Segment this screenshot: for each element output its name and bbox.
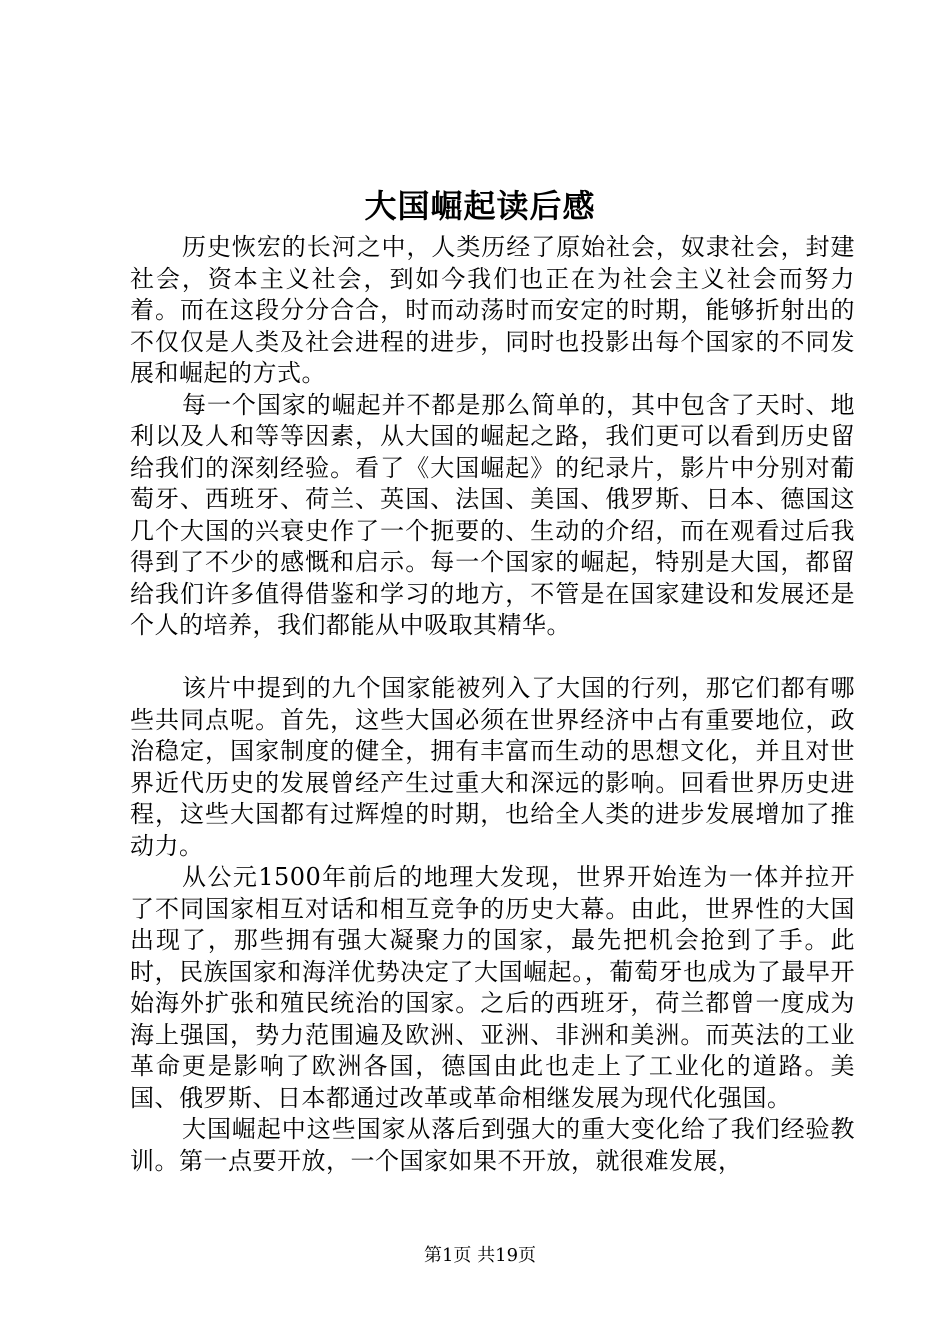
- paragraph-5: 大国崛起中这些国家从落后到强大的重大变化给了我们经验教训。第一点要开放，一个国家如果不开放，就很难发展，: [130, 1115, 855, 1175]
- document-body: [130, 232, 855, 1177]
- paragraph-1: 历史恢宏的长河之中，人类历经了原始社会，奴隶社会，封建社会，资本主义社会，到如今我们也正在为社会主义社会而努力着。而在这段分分合合，时而动荡时而安定的时期，能够折射出的不仅仅是人类及社会进程的进步，同时也投影出每个国家的不同发展和崛起的方式。: [130, 233, 855, 387]
- document-title: 大国崛起读后感: [364, 187, 596, 225]
- paragraph-3: 该片中提到的九个国家能被列入了大国的行列，那它们都有哪些共同点呢。首先，这些大国必须在世界经济中占有重要地位，政治稳定，国家制度的健全，拥有丰富而生动的思想文化，并且对世界近代历史的发展曾经产生过重大和深远的影响。回看世界历史进程，这些大国都有过辉煌的时期，也给全人类的进步发展增加了推动力。: [130, 674, 855, 860]
- paragraph-2: 每一个国家的崛起并不都是那么简单的，其中包含了天时、地利以及人和等等因素，从大国的崛起之路，我们更可以看到历史留给我们的深刻经验。看了《大国崛起》的纪录片，影片中分别对葡萄牙、西班牙、荷兰、英国、法国、美国、俄罗斯、日本、德国这几个大国的兴衰史作了一个扼要的、生动的介绍，而在观看过后我得到了不少的感慨和启示。每一个国家的崛起，特别是大国，都留给我们许多值得借鉴和学习的地方，不管是在国家建设和发展还是个人的培养，我们都能从中吸取其精华。: [130, 390, 855, 639]
- page-number: 第1页 共19页: [423, 1245, 537, 1266]
- paragraph-4: 从公元1500年前后的地理大发现，世界开始连为一体并拉开了不同国家相互对话和相互竞争的历史大幕。由此，世界性的大国出现了，那些拥有强大凝聚力的国家，最先把机会抢到了手。此时，民族国家和海洋优势决定了大国崛起。，葡萄牙也成为了最早开始海外扩张和殖民统治的国家。之后的西班牙，荷兰都曾一度成为海上强国，势力范围遍及欧洲、亚洲、非洲和美洲。而英法的工业革命更是影响了欧洲各国，德国由此也走上了工业化的道路。美国、俄罗斯、日本都通过改革或革命相继发展为现代化强国。: [130, 863, 855, 1112]
